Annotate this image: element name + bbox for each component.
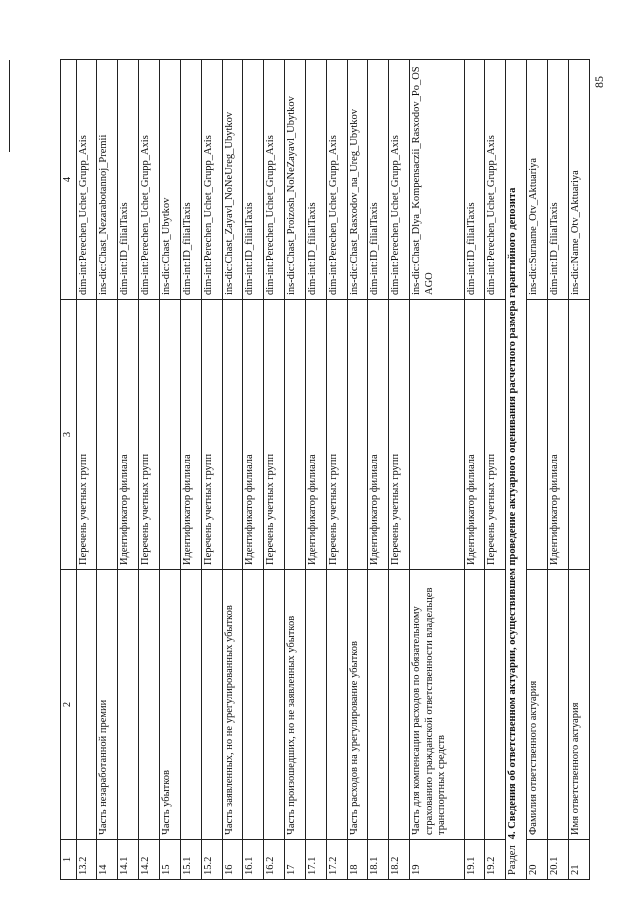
row-description: Перечень учетных групп <box>139 300 160 570</box>
row-code: dim-int:ID_filialTaxis <box>305 60 326 300</box>
row-description: Идентификатор филиала <box>548 300 569 570</box>
row-code: dim-int:Perechen_Uchet_Grupp_Axis <box>76 60 97 300</box>
row-name: Часть незаработанной премии <box>97 570 118 840</box>
column-header: 3 <box>61 300 77 570</box>
row-description: Идентификатор филиала <box>243 300 264 570</box>
row-description: Идентификатор филиала <box>368 300 389 570</box>
row-name <box>264 570 285 840</box>
row-number: 18.1 <box>368 840 389 880</box>
row-description: Перечень учетных групп <box>76 300 97 570</box>
row-description: Перечень учетных групп <box>264 300 285 570</box>
row-number: 15.2 <box>201 840 222 880</box>
row-number: 17.1 <box>305 840 326 880</box>
row-name: Часть произошедших, но не заявленных убытков <box>285 570 306 840</box>
row-number: 18 <box>347 840 368 880</box>
row-name: Часть для компенсации расходов по обязательному страхованию гражданской ответственности владельцев транспортных средств <box>410 570 465 840</box>
table-row <box>76 60 97 880</box>
row-description <box>410 300 465 570</box>
row-description <box>568 300 589 570</box>
row-code: dim-int:ID_filialTaxis <box>243 60 264 300</box>
row-number: 15.1 <box>180 840 201 880</box>
row-name: Имя ответственного актуария <box>568 570 589 840</box>
row-code: ins-dic:Chast_Nezarabotannoj_Premii <box>97 60 118 300</box>
row-name: Часть расходов на урегулирование убытков <box>347 570 368 840</box>
row-code: ins-dic:Chast_Dlya_Kompensaczii_Rasxodov_Po_OSAGO <box>410 60 465 300</box>
row-number: 19 <box>410 840 465 880</box>
row-number: 18.2 <box>389 840 410 880</box>
row-code: dim-int:Perechen_Uchet_Grupp_Axis <box>139 60 160 300</box>
row-description <box>347 300 368 570</box>
row-number: 19.1 <box>464 840 485 880</box>
row-number: 21 <box>568 840 589 880</box>
row-description: Идентификатор филиала <box>464 300 485 570</box>
margin-rule <box>9 60 10 152</box>
section-row <box>506 60 527 880</box>
row-code: dim-int:Perechen_Uchet_Grupp_Axis <box>485 60 506 300</box>
section-heading <box>506 60 527 880</box>
row-number: 15 <box>159 840 180 880</box>
table-row <box>180 60 201 880</box>
table-row <box>485 60 506 880</box>
row-code: dim-int:Perechen_Uchet_Grupp_Axis <box>201 60 222 300</box>
table-row <box>548 60 569 880</box>
table-row <box>139 60 160 880</box>
row-code: dim-int:Perechen_Uchet_Grupp_Axis <box>389 60 410 300</box>
row-code: dim-int:ID_filialTaxis <box>548 60 569 300</box>
row-number: 16 <box>222 840 243 880</box>
table-row <box>201 60 222 880</box>
row-number: 20.1 <box>548 840 569 880</box>
header-row <box>61 60 77 880</box>
table-row <box>389 60 410 880</box>
row-code: ins-dic:Name_Otv_Aktuariya <box>568 60 589 300</box>
data-table <box>60 59 590 880</box>
row-name <box>485 570 506 840</box>
column-header: 2 <box>61 570 77 840</box>
row-name <box>326 570 347 840</box>
row-description <box>97 300 118 570</box>
row-description: Перечень учетных групп <box>201 300 222 570</box>
column-header: 4 <box>61 60 77 300</box>
table-row <box>368 60 389 880</box>
row-number: 16.2 <box>264 840 285 880</box>
row-code: ins-dic:Chast_Rasxodov_na_Ureg_Ubytkov <box>347 60 368 300</box>
table-row <box>118 60 139 880</box>
row-name <box>464 570 485 840</box>
table-body <box>76 60 589 880</box>
row-description: Идентификатор филиала <box>305 300 326 570</box>
row-name <box>243 570 264 840</box>
row-description <box>222 300 243 570</box>
row-name <box>305 570 326 840</box>
row-name: Фамилия ответственного актуария <box>527 570 548 840</box>
row-description <box>159 300 180 570</box>
row-code: dim-int:Perechen_Uchet_Grupp_Axis <box>264 60 285 300</box>
row-name <box>76 570 97 840</box>
table-row <box>568 60 589 880</box>
row-number: 19.2 <box>485 840 506 880</box>
section-title: 4. Сведения об ответственном актуарии, осуществившем проведение актуарного оценивания расчетного размера гарантийного депозита <box>507 187 519 840</box>
row-code: dim-int:Perechen_Uchet_Grupp_Axis <box>326 60 347 300</box>
row-description: Перечень учетных групп <box>326 300 347 570</box>
row-description: Перечень учетных групп <box>389 300 410 570</box>
row-code: ins-dic:Chast_Zayavl_NoNeUreg_Ubytkov <box>222 60 243 300</box>
row-description <box>527 300 548 570</box>
row-name <box>118 570 139 840</box>
row-name: Часть заявленных, но не урегулированных убытков <box>222 570 243 840</box>
row-description <box>285 300 306 570</box>
table-row <box>326 60 347 880</box>
table-row <box>347 60 368 880</box>
row-description: Идентификатор филиала <box>180 300 201 570</box>
row-number: 17.2 <box>326 840 347 880</box>
table-row <box>410 60 465 880</box>
row-code: dim-int:ID_filialTaxis <box>464 60 485 300</box>
rotated-table-wrapper <box>60 60 590 880</box>
row-code: ins-dic:Chast_Proizosh_NoNeZayavl_Ubytkov <box>285 60 306 300</box>
page-number: 85 <box>592 76 606 88</box>
table-row <box>222 60 243 880</box>
row-name <box>139 570 160 840</box>
row-name <box>389 570 410 840</box>
table-row <box>527 60 548 880</box>
row-code: ins-dic:Surname_Otv_Aktuariya <box>527 60 548 300</box>
table-row <box>285 60 306 880</box>
row-number: 13.2 <box>76 840 97 880</box>
table-row <box>97 60 118 880</box>
table-row <box>305 60 326 880</box>
table-row <box>464 60 485 880</box>
row-name: Часть убытков <box>159 570 180 840</box>
row-name <box>368 570 389 840</box>
row-name <box>201 570 222 840</box>
row-number: 14.2 <box>139 840 160 880</box>
row-number: 16.1 <box>243 840 264 880</box>
row-number: 14 <box>97 840 118 880</box>
row-number: 20 <box>527 840 548 880</box>
row-number: 17 <box>285 840 306 880</box>
row-name <box>548 570 569 840</box>
row-number: 14.1 <box>118 840 139 880</box>
table-row <box>264 60 285 880</box>
column-header: 1 <box>61 840 77 880</box>
row-name <box>180 570 201 840</box>
section-label: Раздел <box>507 845 519 875</box>
row-code: dim-int:ID_filialTaxis <box>180 60 201 300</box>
row-description: Перечень учетных групп <box>485 300 506 570</box>
table-row <box>243 60 264 880</box>
row-code: ins-dic:Chast_Ubytkov <box>159 60 180 300</box>
row-description: Идентификатор филиала <box>118 300 139 570</box>
table-row <box>159 60 180 880</box>
row-code: dim-int:ID_filialTaxis <box>118 60 139 300</box>
row-code: dim-int:ID_filialTaxis <box>368 60 389 300</box>
